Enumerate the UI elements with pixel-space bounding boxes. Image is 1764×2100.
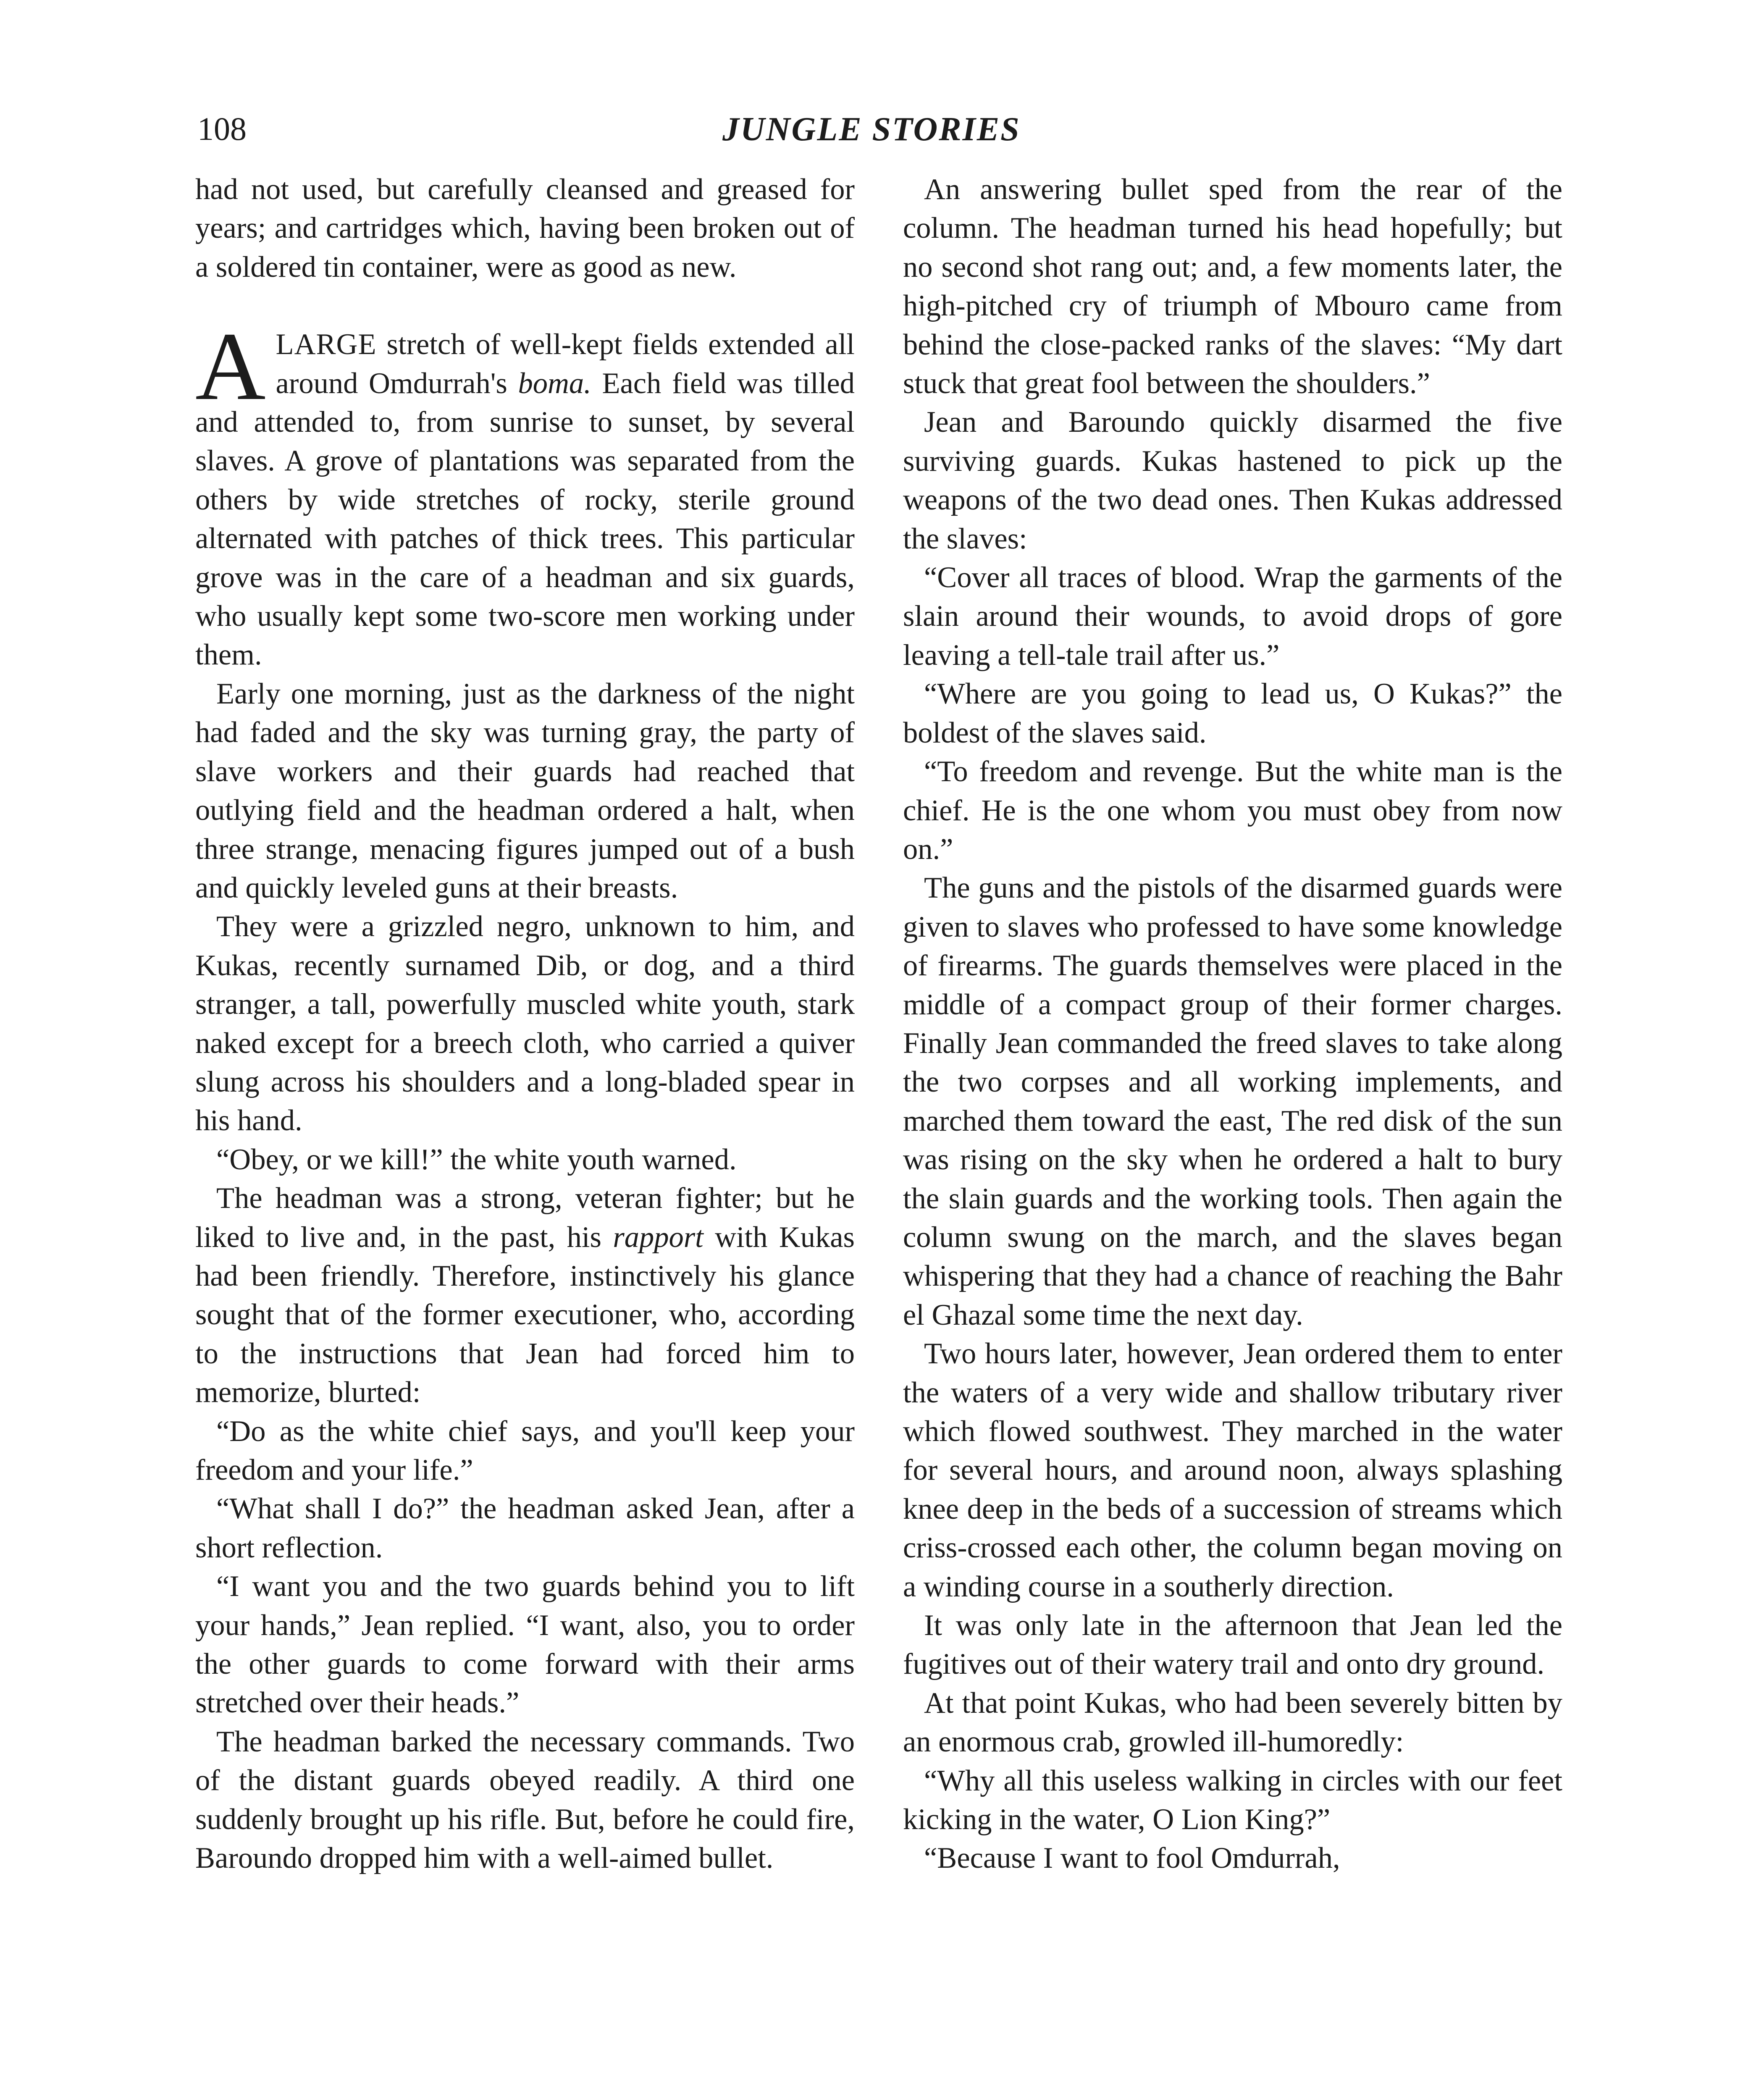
paragraph: An answering bullet sped from the rear of the column. The headman turned his head hopefully; but no second shot rang out; and, a few moments later, the high-pitched cry of triumph of Mbouro came from behind the close-packed ranks of the slaves: “My dart stuck that great fool between the shoulders.”	[903, 173, 1562, 400]
paragraph: Early one morning, just as the darkness of the night had faded and the sky was turning gray, the party of slave workers and their guards had reached that outlying field and the headman ordered a halt, when three strange, menacing figures jumped out of a bush and quickly leveled guns at their breasts.	[195, 677, 855, 904]
paragraph: “Where are you going to lead us, O Kukas?” the boldest of the slaves said.	[903, 677, 1562, 749]
paragraph-text: with Kukas had been friendly. Therefore, instinctively his glance sought that of the former executioner, who, according to the instructions that Jean had forced him to memorize, blurted:	[195, 1221, 855, 1409]
paragraph	[195, 1179, 855, 1412]
paragraph: “What shall I do?” the headman asked Jean, after a short reflection.	[195, 1492, 855, 1564]
paragraph-text: Each field was tilled and attended to, from sunrise to sunset, by several slaves. A grove of plantations was separated from the others by wide stretches of rocky, sterile ground alternated with patches of thick trees. This particular grove was in the care of a headman and six guards, who usually kept some two-score men working under them.	[195, 367, 855, 672]
paragraph: The guns and the pistols of the disarmed guards were given to slaves who professed to have some knowledge of firearms. The guards themselves were placed in the middle of a compact group of their former charges. Finally Jean commanded the freed slaves to take along the two corpses and all working implements, and marched them toward the east, The red disk of the sun was rising on the sky when he ordered a halt to bury the slain guards and the working tools. Then again the column swung on the march, and the slaves began whispering that they had a chance of reaching the Bahr el Ghazal some time the next day.	[903, 872, 1562, 1331]
running-title: JUNGLE STORIES	[722, 111, 1021, 148]
right-column	[903, 170, 1562, 1878]
paragraph-text: The headman was a strong, veteran fighter; but he liked to live and, in the past, his	[195, 1182, 855, 1254]
paragraph: Two hours later, however, Jean ordered them to enter the waters of a very wide and shallow tributary river which flowed southwest. They marched in the water for several hours, and around noon, always splashing knee deep in the beds of a succession of streams which criss-crossed each other, the column began moving on a winding course in a southerly direction.	[903, 1337, 1562, 1603]
paragraph: “Why all this useless walking in circles with our feet kicking in the water, O Lion King?”	[903, 1764, 1562, 1836]
paragraph: The headman barked the necessary commands. Two of the distant guards obeyed readily. A third one suddenly brought up his rifle. But, before he could fire, Baroundo dropped him with a well-aimed bullet.	[195, 1725, 855, 1875]
paragraph: It was only late in the afternoon that Jean led the fugitives out of their watery trail and onto dry ground.	[903, 1609, 1562, 1681]
paragraph: “I want you and the two guards behind you to lift your hands,” Jean replied. “I want, also, you to order the other guards to come forward with their arms stretched over their heads.”	[195, 1570, 855, 1719]
section-start-paragraph	[195, 312, 855, 675]
left-column	[195, 170, 855, 1877]
paragraph: “To freedom and revenge. But the white man is the chief. He is the one whom you must obey from now on.”	[903, 755, 1562, 866]
italic-word: boma.	[518, 367, 591, 400]
smallcaps-lead: LARGE	[276, 328, 377, 361]
paragraph: Jean and Baroundo quickly disarmed the five surviving guards. Kukas hastened to pick up the weapons of the two dead ones. Then Kukas addressed the slaves:	[903, 406, 1562, 555]
paragraph: At that point Kukas, who had been severely bitten by an enormous crab, growled ill-humoredly:	[903, 1686, 1562, 1759]
page-number: 108	[197, 110, 247, 147]
paragraph: “Obey, or we kill!” the white youth warned.	[216, 1143, 737, 1176]
paragraph: had not used, but carefully cleansed and greased for years; and cartridges which, having been broken out of a soldered tin container, were as good as new.	[195, 173, 855, 284]
paragraph-text: stretch of well-kept fields extended all around Omdurrah's	[276, 328, 855, 400]
paragraph: They were a grizzled negro, unknown to him, and Kukas, recently surnamed Dib, or dog, and a third stranger, a tall, powerfully muscled white youth, stark naked except for a breech cloth, who carried a quiver slung across his shoulders and a long-bladed spear in his hand.	[195, 910, 855, 1137]
italic-word: rapport	[613, 1221, 704, 1254]
paragraph: “Because I want to fool Omdurrah,	[924, 1842, 1340, 1875]
drop-cap: A	[195, 312, 266, 421]
paragraph: “Do as the white chief says, and you'll keep your freedom and your life.”	[195, 1415, 855, 1486]
paragraph: “Cover all traces of blood. Wrap the garments of the slain around their wounds, to avoid drops of gore leaving a tell-tale trail after us.”	[903, 561, 1562, 672]
